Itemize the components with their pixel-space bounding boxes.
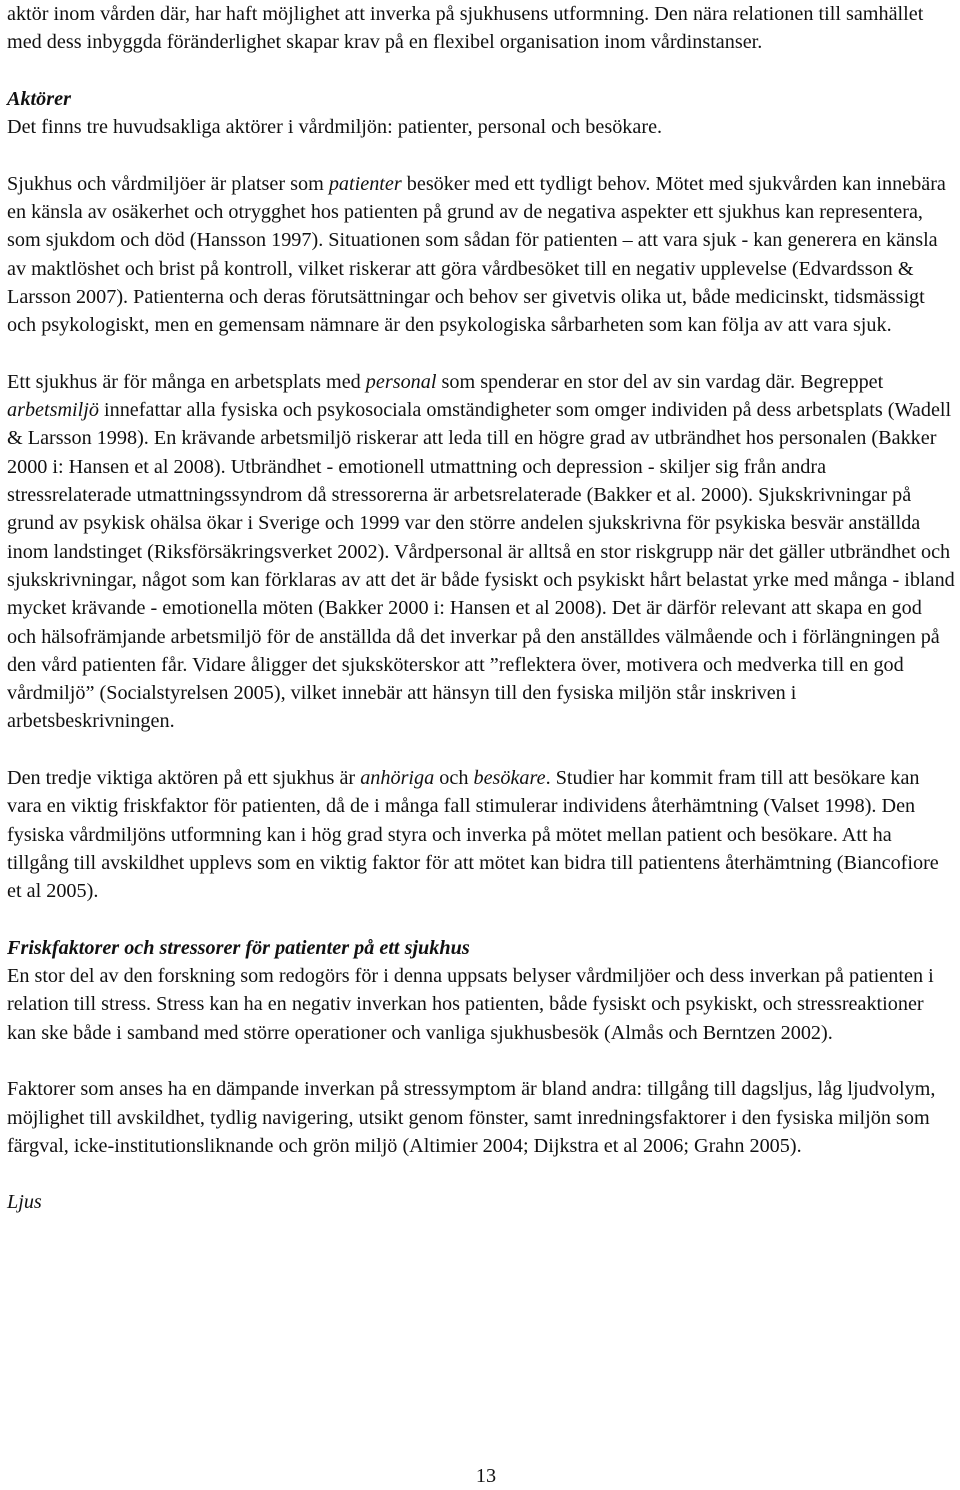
paragraph-gap <box>7 906 955 934</box>
staff-text-2: som spenderar en stor del av sin vardag där. Begreppet <box>436 370 884 393</box>
friskfaktorer-text: En stor del av den forskning som redogörs för i denna uppsats belyser vårdmiljöer och dess inverkan på patienten i relation till stress. Stress kan ha en negativ inverkan hos patienten, både fysiskt och psykiskt, och stressreaktioner kan ske både i samband med större operationer och vanliga sjukhusbesök (Almås och Berntzen 2002). <box>7 965 934 1044</box>
staff-text-3: innefattar alla fysiska och psykosociala omständigheter som omger individen på dess arbetsplats (Wadell & Larsson 1998). En krävande arbetsmiljö riskerar att leda till en högre grad av utbrändhet hos personalen (Bakker 2000 i: Hansen et al 2008). Utbrändhet - emotionell utmattning och depression - skiljer sig från andra stressrelaterade utmattningssyndrom då stressorerna är arbetsrelaterade (Bakker et al. 2000). Sjukskrivningar på grund av psykisk ohälsa ökar i Sverige och 1999 var den större andelen sjukskrivna för psykiska besvär anställda inom landstinget (Riksförsäkringsverket 2002). Vårdpersonal är alltså en stor riskgrupp när det gäller utbrändhet och sjukskrivningar, något som kan förklaras av att det är både fysiskt och psykiskt hårt belastat yrke med många - ibland mycket krävande - emotionella möten (Bakker 2000 i: Hansen et al 2008). Det är därför relevant att skapa en god och hälsofrämjande arbetsmiljö för de anställda då det inverkar på den anställdes välmående och i förlängningen på den vård patienten får. Vidare åligger det sjuksköterskor att ”reflektera över, motivera och medverka till en god vårdmiljö” (Socialstyrelsen 2005), vilket innebär att hänsyn till den fysiska miljön står inskriven i arbetsbeskrivningen. <box>7 399 955 733</box>
visitors-text-1: Den tredje viktiga aktören på ett sjukhus är <box>7 767 361 790</box>
visitors-paragraph <box>7 764 955 905</box>
visitors-emphasis-anhoriga: anhöriga <box>360 767 435 790</box>
factors-paragraph <box>7 1075 955 1160</box>
staff-emphasis-arbetsmiljo: arbetsmiljö <box>7 399 99 422</box>
staff-text-1: Ett sjukhus är för många en arbetsplats med <box>7 370 366 393</box>
paragraph-gap <box>7 1047 955 1075</box>
paragraph-gap <box>7 736 955 764</box>
paragraph-gap <box>7 57 955 85</box>
visitors-emphasis-besokare: besökare <box>473 767 546 790</box>
section-heading-friskfaktorer: Friskfaktorer och stressorer för patienter på ett sjukhus <box>7 936 470 959</box>
intro-text: aktör inom vården där, har haft möjlighet att inverka på sjukhusens utformning. Den nära relationen till samhället med dess inbyggda föränderlighet skapar krav på en flexibel organisation inom vårdinstanser. <box>7 3 924 54</box>
staff-emphasis-personal: personal <box>365 370 437 393</box>
paragraph-gap <box>7 1160 955 1188</box>
intro-paragraph <box>7 0 955 57</box>
patients-text-2: besöker med ett tydligt behov. Mötet med sjukvården kan innebära en känsla av osäkerhet och otrygghet hos patienten på grund av de negativa aspekter ett sjukhus kan representera, som sjukdom och död (Hansson 1997). Situationen som sådan för patienten – att vara sjuk - kan generera en känsla av maktlöshet och brist på kontroll, vilket riskerar att göra vårdbesöket till en negativ upplevelse (Edvardsson & Larsson 2007). Patienterna och deras förutsättningar och behov ser givetvis olika ut, både medicinskt, tidsmässigt och psykologiskt, men en gemensam nämnare är den psykologiska sårbarheten som kan följa av att vara sjuk. <box>7 172 946 337</box>
section-heading-aktorer: Aktörer <box>7 87 71 110</box>
aktorer-lead-text: Det finns tre huvudsakliga aktörer i vårdmiljön: patienter, personal och besökare. <box>7 116 663 139</box>
aktorer-lead-paragraph <box>7 113 955 141</box>
patients-paragraph <box>7 170 955 340</box>
friskfaktorer-paragraph <box>7 962 955 1047</box>
section-heading-ljus: Ljus <box>7 1191 42 1214</box>
paragraph-gap <box>7 141 955 169</box>
page-number: 13 <box>475 1465 497 1487</box>
visitors-text-2: och <box>434 767 474 790</box>
document-page <box>7 0 955 1217</box>
patients-text-1: Sjukhus och vårdmiljöer är platser som <box>7 172 329 195</box>
visitors-text-3: . Studier har kommit fram till att besökare kan vara en viktig friskfaktor för patienten, då de i många fall stimulerar individens återhämtning (Valset 1998). Den fysiska vårdmiljöns utformning kan i hög grad styra och inverka på mötet mellan patient och besökare. Att ha tillgång till avskildhet upplevs som en viktig faktor för att mötet kan bidra till patientens återhämtning (Biancofiore et al 2005). <box>7 767 939 903</box>
factors-text: Faktorer som anses ha en dämpande inverkan på stressymptom är bland andra: tillgång till dagsljus, låg ljudvolym, möjlighet till avskildhet, tydlig navigering, utsikt genom fönster, samt inredningsfaktorer i den fysiska miljön som färgval, icke-institutionsliknande och grön miljö (Altimier 2004; Dijkstra et al 2006; Grahn 2005). <box>7 1078 936 1157</box>
patients-emphasis: patienter <box>328 172 402 195</box>
staff-paragraph <box>7 368 955 736</box>
paragraph-gap <box>7 340 955 368</box>
